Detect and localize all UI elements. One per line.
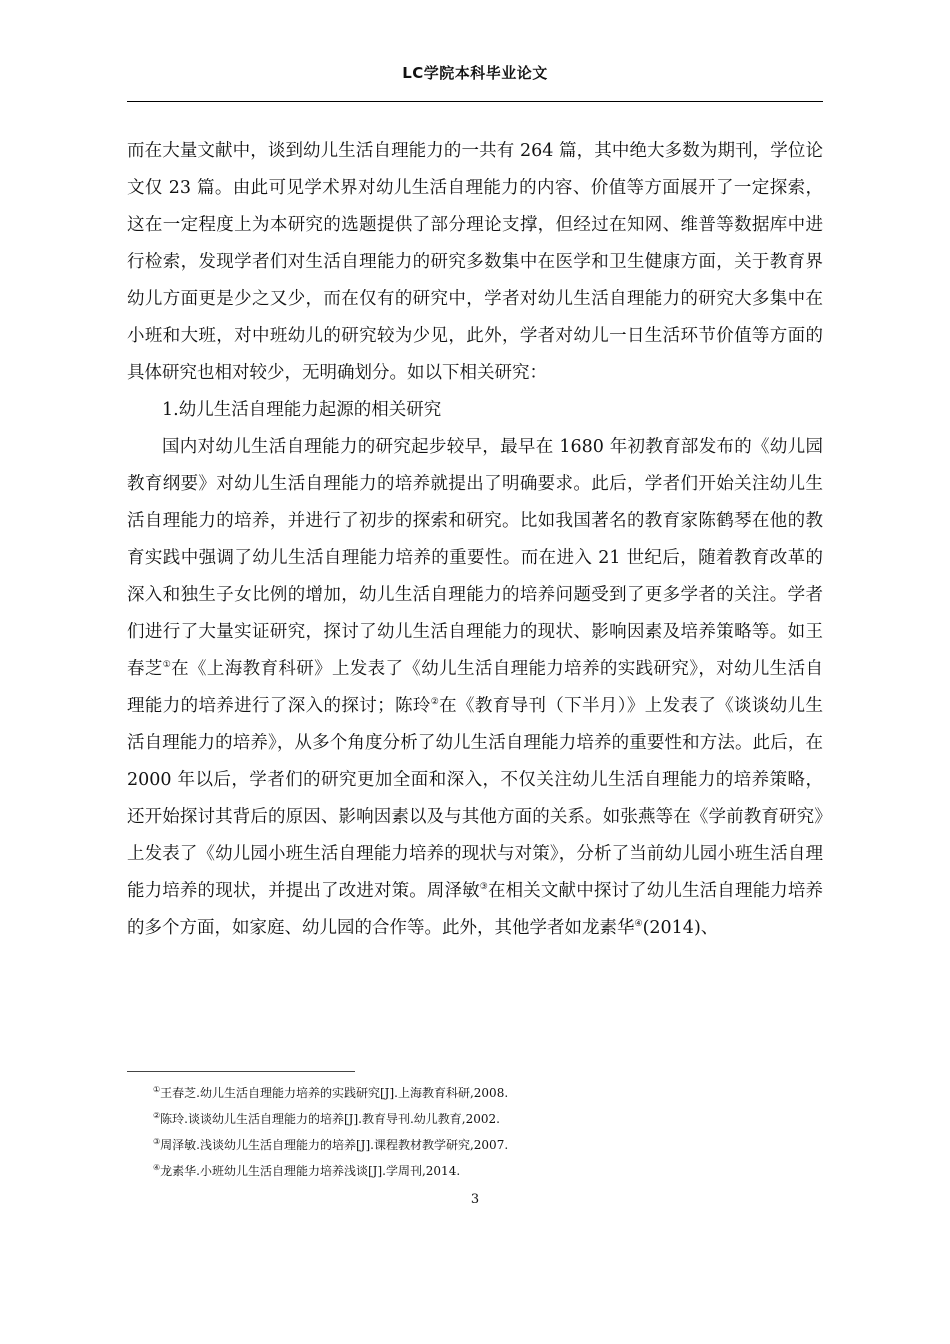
paragraph-2-part-a: 国内对幼儿生活自理能力的研究起步较早，最早在 1680 年初教育部发布的《幼儿园教育纲要》对幼儿生活自理能力的培养就提出了明确要求。此后，学者们开始关注幼儿生活自理能力的培养，并进行了初步的探索和研究。比如我国著名的教育家陈鹤琴在他的教育实践中强调了幼儿生活自理能力培养的重要性。而在进入 21 世纪后，随着教育改革的深入和独生子女比例的增加，幼儿生活自理能力的培养问题受到了更多学者的关注。学者们进行了大量实证研究，探讨了幼儿生活自理能力的现状、影响因素及培养策略等。如王春芝 <box>127 437 823 679</box>
footnote-ref-1[interactable]: ① <box>162 660 172 671</box>
footnotes <box>153 1080 803 1184</box>
footnote-ref-3[interactable]: ③ <box>479 882 488 893</box>
footnote-divider <box>127 1071 355 1072</box>
footnote-ref-2[interactable]: ② <box>430 697 440 708</box>
footnote-item <box>153 1158 803 1184</box>
footnote-item <box>153 1132 803 1158</box>
footnote-item <box>153 1106 803 1132</box>
paragraph-2-part-c: 在《教育导刊（下半月）》上发表了《谈谈幼儿生活自理能力的培养》，从多个角度分析了幼儿生活自理能力培养的重要性和方法。此后，在 2000 年以后，学者们的研究更加全面和深入，不仅关注幼儿生活自理能力的培养策略，还开始探讨其背后的原因、影响因素以及与其他方面的关系。如张燕等在《学前教育研究》上发表了《幼儿园小班生活自理能力培养的现状与对策》，分析了当前幼儿园小班生活自理能力培养的现状，并提出了改进对策。周泽敏 <box>127 696 824 901</box>
header-divider <box>127 101 823 102</box>
paragraph-2 <box>127 429 823 947</box>
footnote-text: 王春芝.幼儿生活自理能力培养的实践研究[J].上海教育科研,2008. <box>160 1086 509 1100</box>
paragraph-1: 而在大量文献中，谈到幼儿生活自理能力的一共有 264 篇，其中绝大多数为期刊，学位论文仅 23 篇。由此可见学术界对幼儿生活自理能力的内容、价值等方面展开了一定探索，这在一定程度上为本研究的选题提供了部分理论支撑，但经过在知网、维普等数据库中进行检索，发现学者们对生活自理能力的研究多数集中在医学和卫生健康方面，关于教育界幼儿方面更是少之又少，而在仅有的研究中，学者对幼儿生活自理能力的研究大多集中在小班和大班，对中班幼儿的研究较为少见，此外，学者对幼儿一日生活环节价值等方面的具体研究也相对较少，无明确划分。如以下相关研究： <box>127 141 823 383</box>
footnote-mark: ③ <box>153 1137 161 1146</box>
footnote-mark: ① <box>153 1085 161 1094</box>
body-text <box>127 133 823 947</box>
section-heading: 1.幼儿生活自理能力起源的相关研究 <box>162 400 442 420</box>
footnote-mark: ④ <box>153 1163 161 1172</box>
footnote-mark: ② <box>153 1111 161 1120</box>
footnote-ref-4[interactable]: ④ <box>634 919 643 930</box>
footnote-text: 周泽敏.浅谈幼儿生活自理能力的培养[J].课程教材教学研究,2007. <box>160 1138 509 1152</box>
footnote-text: 龙素华.小班幼儿生活自理能力培养浅谈[J].学周刊,2014. <box>160 1164 461 1178</box>
footnote-text: 陈玲.谈谈幼儿生活自理能力的培养[J].教育导刊.幼儿教育,2002. <box>160 1112 500 1126</box>
paragraph-2-part-e: (2014)、 <box>642 918 719 938</box>
footnote-item <box>153 1080 803 1106</box>
page-number: 3 <box>470 1192 480 1207</box>
paragraph-2-part-b: 在《上海教育科研》上发表了《幼儿生活自理能力培养的实践研究》，对幼儿生活自理能力的培养进行了深入的探讨；陈玲 <box>127 659 824 716</box>
running-header: LC学院本科毕业论文 <box>402 64 548 82</box>
paragraph-2-part-d: 在相关文献中探讨了幼儿生活自理能力培养的多个方面，如家庭、幼儿园的合作等。此外，其他学者如龙素华 <box>127 881 824 938</box>
